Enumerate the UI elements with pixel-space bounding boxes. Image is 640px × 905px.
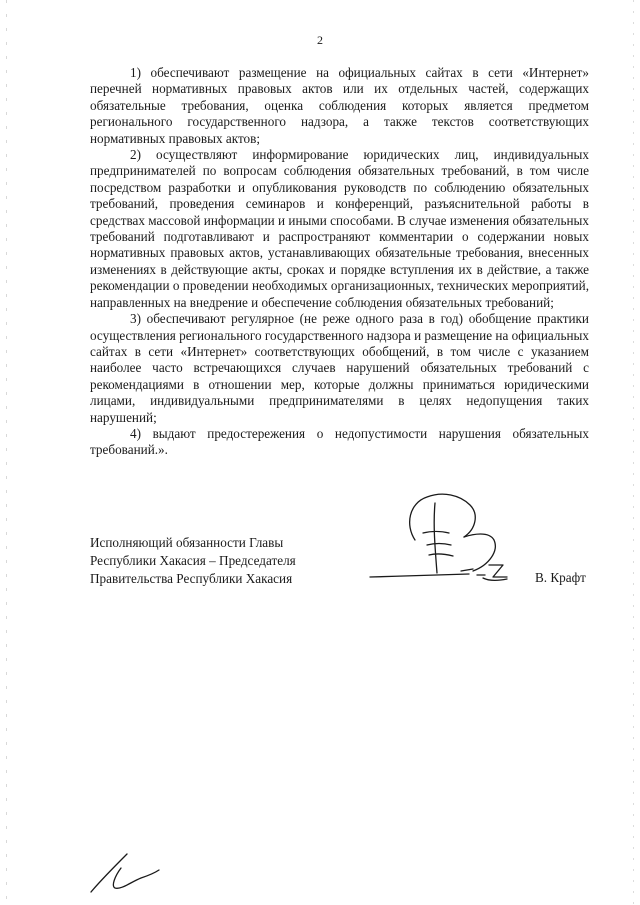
signatory-name: В. Крафт	[535, 570, 586, 585]
signatory-title-line: Правительства Республики Хакасия	[90, 571, 293, 586]
paragraph-2: 2) осуществляют информирование юридических лиц, индивидуальных предпринимателей по вопросам соблюдения обязательных требований, в том числе посредством разработки и опубликования руководств по соблюдению обязательных требований, проведения семинаров и конференций, разъяснительной работы в средствах массовой информации и иными способами. В случае изменения обязательных требований подготавливают и распространяют комментарии о содержании новых нормативных правовых актов, устанавливающих обязательные требования, внесенных изменениях в действующие акты, сроках и порядке вступления их в действие, а также рекомендации о проведении необходимых организационных, технических мероприятий, направленных на внедрение и обеспечение соблюдения обязательных требований;	[90, 147, 589, 310]
signatory-title-line: Исполняющий обязанности Главы	[90, 535, 284, 550]
signatory-title	[90, 534, 296, 588]
scan-edge-right	[633, 0, 634, 905]
handwritten-initials	[85, 848, 165, 896]
signatory-title-line: Республики Хакасия – Председателя	[90, 553, 296, 568]
paragraph-3: 3) обеспечивают регулярное (не реже одного раза в год) обобщение практики осуществления регионального государственного надзора и размещение на официальных сайтах в сети «Интернет» соответствующих обобщений, в том числе с указанием наиболее часто встречающихся случаев нарушений обязательных требований с рекомендациями в отношении мер, которые должны приниматься юридическими лицами, индивидуальными предпринимателями в целях недопущения таких нарушений;	[90, 311, 589, 425]
paragraph-1: 1) обеспечивают размещение на официальных сайтах в сети «Интернет» перечней нормативных правовых актов или их отдельных частей, содержащих обязательные требования, оценка соблюдения которых является предметом регионального государственного надзора, а также текстов соответствующих нормативных правовых актов;	[90, 65, 589, 146]
page-number: 2	[317, 33, 323, 47]
handwritten-signature	[365, 485, 535, 590]
scan-edge-left	[6, 0, 7, 905]
paragraph-4: 4) выдают предостережения о недопустимости нарушения обязательных требований.».	[90, 425, 589, 458]
document-body	[90, 65, 589, 459]
